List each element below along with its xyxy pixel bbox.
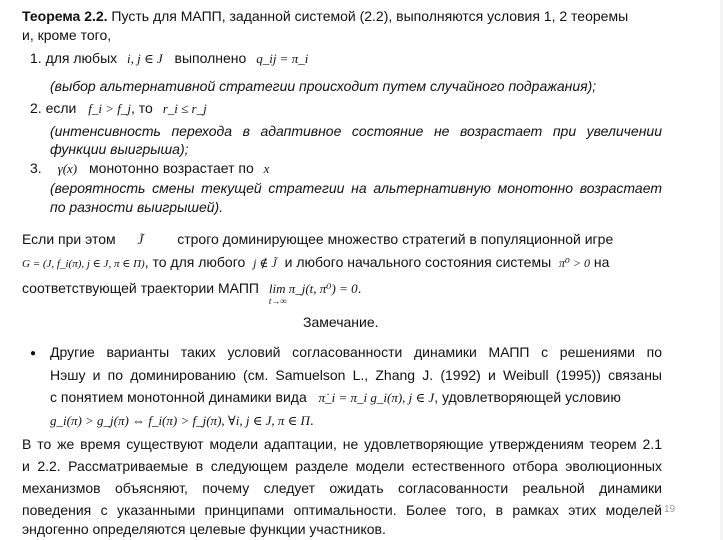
theorem-label: Теорема 2.2.	[22, 8, 108, 24]
paragraph-1-math-initial: π⁰ > 0	[559, 256, 590, 270]
paragraph-1-text: строго доминирующее множество стратегий в популяционной игре	[177, 231, 614, 247]
condition-2-number: 2.	[30, 100, 42, 116]
paragraph-1-math-limit: lim π_j(t, π⁰) = 0	[268, 281, 358, 296]
condition-2	[30, 100, 207, 117]
condition-3-mid: монотонно возрастает по	[89, 160, 254, 176]
page-number: 19	[664, 504, 676, 515]
theorem-statement: Пусть для МАПП, заданной системой (2.2), выполняются условия 1, 2 теоремы	[107, 8, 629, 24]
bullet-marker: ●	[30, 348, 37, 359]
paragraph-1-period: .	[357, 280, 362, 296]
condition-2-mid: , то	[130, 100, 153, 116]
paragraph-2-line-1: В то же время существуют модели адаптации, не удовлетворяющие утверждениям теорем 2.1	[22, 436, 662, 452]
paragraph-1-text-2c: на	[593, 254, 610, 270]
bullet-math-dynamics: π̇_i = π_i g_i(π), j ∈ J	[318, 390, 435, 405]
theorem-continuation: и, кроме того,	[22, 27, 112, 43]
theorem-heading	[22, 8, 662, 25]
paragraph-1-math-game: G = (J, f_i(π), j ∈ J, π ∈ Π)	[22, 258, 145, 270]
paragraph-1-text-2b: и любого начального состояния системы	[284, 254, 552, 270]
condition-1-math-indices: i, j ∈ J	[127, 51, 163, 66]
condition-3-number: 3.	[30, 160, 42, 176]
condition-1-mid: выполнено	[174, 50, 247, 66]
paragraph-1-math-limit-subscript: t→∞	[268, 296, 287, 306]
paragraph-1-line-1	[22, 231, 662, 248]
condition-1	[30, 50, 308, 67]
condition-3	[30, 160, 269, 177]
paragraph-2-line-5: эндогенно определяются целевые функции участников.	[22, 521, 386, 537]
bullet-line-1: Другие варианты таких условий согласованности динамики МАПП с решениями по	[50, 344, 662, 360]
condition-3-note-line-1: (вероятность смены текущей стратегии на альтернативную монотонно возрастает	[50, 180, 662, 196]
bullet-line-3	[50, 389, 662, 406]
paragraph-1-line-3	[22, 280, 362, 305]
paragraph-2-line-2: и 2.2. Рассматриваемые в следующем разделе модели естественного отбора эволюционных	[22, 458, 662, 474]
condition-3-math-function: γ(x)	[57, 161, 78, 176]
condition-2-math-inequality: f_i > f_j	[88, 101, 131, 116]
paragraph-1-math-set: J̃	[137, 232, 144, 247]
paragraph-1-line-2	[22, 254, 662, 273]
condition-3-math-variable: x	[263, 161, 270, 176]
limit-expression	[269, 280, 358, 305]
condition-1-number: 1.	[30, 50, 42, 66]
bullet-math-condition: g_i(π) > g_j(π) ⇔ f_i(π) > f_j(π), ∀i, j ∈ J, π ∈ Π	[50, 413, 310, 428]
condition-1-lead: для любых	[45, 50, 118, 66]
paragraph-2-line-3: механизмов объясняют, почему следует ожидать согласованности реальной динамики	[22, 480, 662, 496]
bullet-line-4	[50, 412, 314, 429]
bullet-text-3b: , удовлетворяющей условию	[434, 389, 621, 405]
condition-2-lead: если	[45, 100, 77, 116]
condition-1-math-formula: q_ij = π_i	[256, 51, 309, 66]
paragraph-2-line-4: поведения с указанными принципами оптимальности. Более того, в рамках этих моделей	[22, 502, 662, 518]
bullet-line-2: Нэшу и по доминированию (см. Samuelson L., Zhang J. (1992) и Weibull (1995)) связаны	[50, 367, 662, 383]
condition-2-note-line-1: (интенсивность перехода в адаптивное состояние не возрастает при увеличении	[50, 123, 662, 139]
condition-1-note: (выбор альтернативной стратегии происходит путем случайного подражания);	[50, 78, 597, 94]
paragraph-1-lead: Если при этом	[22, 231, 116, 247]
bullet-text-3a: с понятием монотонной динамики вида	[50, 389, 307, 405]
bullet-period: .	[309, 412, 314, 428]
condition-2-note-line-2: функции выигрыша);	[50, 141, 189, 157]
paragraph-1-math-strategy: j ∉ J̃	[253, 256, 277, 270]
condition-2-math-result: r_i ≤ r_j	[162, 101, 207, 116]
condition-3-note-line-2: по разности выигрышей).	[50, 199, 224, 215]
remark-heading: Замечание.	[303, 314, 379, 330]
paragraph-1-text-2a: , то для любого	[144, 254, 246, 270]
paragraph-1-text-3: соответствующей траектории МАПП	[22, 280, 259, 296]
